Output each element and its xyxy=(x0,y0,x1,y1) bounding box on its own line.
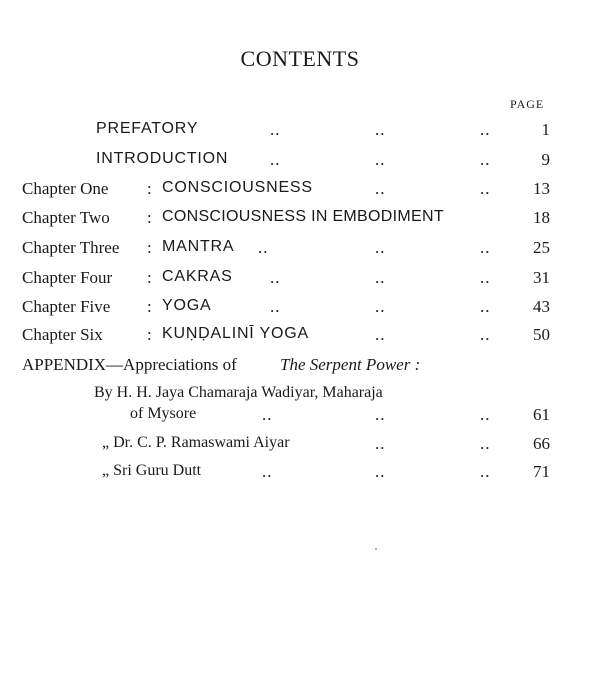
toc-chapter-label: Chapter Six xyxy=(22,325,103,344)
toc-entry-title: INTRODUCTION xyxy=(96,150,229,167)
toc-entry-page: 9 xyxy=(541,150,550,169)
toc-entry-chapter-one[interactable] xyxy=(0,179,600,205)
leader-dots: .. xyxy=(480,297,491,316)
leader-dots: .. xyxy=(270,150,281,169)
page-column-label: PAGE xyxy=(510,97,545,111)
toc-appendix-item-aiyar[interactable] xyxy=(0,434,600,460)
page-title: CONTENTS xyxy=(240,46,360,71)
toc-appendix-heading xyxy=(0,355,600,381)
leader-dots: .. xyxy=(480,434,491,453)
leader-dots: .. xyxy=(262,462,273,481)
leader-dots: .. xyxy=(375,120,386,139)
leader-dots: .. xyxy=(375,238,386,257)
toc-chapter-label: Chapter Two xyxy=(22,208,110,227)
leader-dots: .. xyxy=(480,179,491,198)
leader-dots: .. xyxy=(480,405,491,424)
leader-dots: .. xyxy=(480,238,491,257)
toc-entry-title: CONSCIOUSNESS IN EMBODIMENT xyxy=(162,208,444,225)
leader-dots: .. xyxy=(480,462,491,481)
leader-dots: .. xyxy=(270,120,281,139)
leader-dots: .. xyxy=(262,405,273,424)
toc-entry-prefatory[interactable] xyxy=(0,120,600,146)
toc-separator: : xyxy=(147,238,152,257)
appendix-item-text-continued: of Mysore xyxy=(130,405,197,422)
toc-entry-chapter-two[interactable] xyxy=(0,208,600,234)
toc-entry-page: 43 xyxy=(533,297,550,316)
toc-entry-title: PREFATORY xyxy=(96,120,199,137)
toc-entry-title: MANTRA xyxy=(162,238,235,255)
leader-dots: .. xyxy=(375,405,386,424)
toc-appendix-item-wadiyar[interactable] xyxy=(0,384,600,430)
appendix-label: APPENDIX—Appreciations of xyxy=(22,355,237,374)
toc-chapter-label: Chapter Five xyxy=(22,297,111,316)
toc-entry-page: 1 xyxy=(541,120,550,139)
toc-entry-title: YOGA xyxy=(162,297,212,314)
toc-entry-page: 61 xyxy=(533,405,550,424)
appendix-item-text: „ Dr. C. P. Ramaswami Aiyar xyxy=(102,434,290,451)
leader-dots: .. xyxy=(480,325,491,344)
toc-separator: : xyxy=(147,179,152,198)
toc-entry-page: 66 xyxy=(533,434,550,453)
toc-appendix-item-dutt[interactable] xyxy=(0,462,600,488)
ink-speck xyxy=(375,548,377,550)
leader-dots: .. xyxy=(270,268,281,287)
toc-chapter-label: Chapter Three xyxy=(22,238,120,257)
toc-entry-page: 71 xyxy=(533,462,550,481)
toc-entry-introduction[interactable] xyxy=(0,150,600,176)
leader-dots: .. xyxy=(258,238,269,257)
toc-chapter-label: Chapter One xyxy=(22,179,109,198)
toc-separator: : xyxy=(147,208,152,227)
leader-dots: .. xyxy=(375,462,386,481)
toc-entry-title: CAKRAS xyxy=(162,268,233,285)
appendix-book-title: The Serpent Power : xyxy=(280,355,421,374)
leader-dots: .. xyxy=(375,297,386,316)
toc-chapter-label: Chapter Four xyxy=(22,268,113,287)
toc-entry-chapter-four[interactable] xyxy=(0,268,600,294)
leader-dots: .. xyxy=(375,150,386,169)
toc-entry-chapter-three[interactable] xyxy=(0,238,600,264)
appendix-item-text: By H. H. Jaya Chamaraja Wadiyar, Maharaja xyxy=(94,384,383,401)
leader-dots: .. xyxy=(270,297,281,316)
leader-dots: .. xyxy=(375,179,386,198)
toc-entry-title: KUṆḌALINĪ YOGA xyxy=(162,325,309,342)
toc-entry-page: 18 xyxy=(533,208,550,227)
toc-entry-chapter-five[interactable] xyxy=(0,297,600,323)
toc-separator: : xyxy=(147,297,152,316)
appendix-item-text: „ Sri Guru Dutt xyxy=(102,462,202,479)
toc-entry-chapter-six[interactable] xyxy=(0,325,600,351)
toc-entry-page: 50 xyxy=(533,325,550,344)
toc-separator: : xyxy=(147,325,152,344)
toc-entry-title: CONSCIOUSNESS xyxy=(162,179,313,196)
leader-dots: .. xyxy=(375,434,386,453)
leader-dots: .. xyxy=(375,325,386,344)
leader-dots: .. xyxy=(480,150,491,169)
toc-separator: : xyxy=(147,268,152,287)
toc-entry-page: 25 xyxy=(533,238,550,257)
toc-entry-page: 13 xyxy=(533,179,550,198)
leader-dots: .. xyxy=(375,268,386,287)
leader-dots: .. xyxy=(480,268,491,287)
toc-entry-page: 31 xyxy=(533,268,550,287)
leader-dots: .. xyxy=(480,120,491,139)
